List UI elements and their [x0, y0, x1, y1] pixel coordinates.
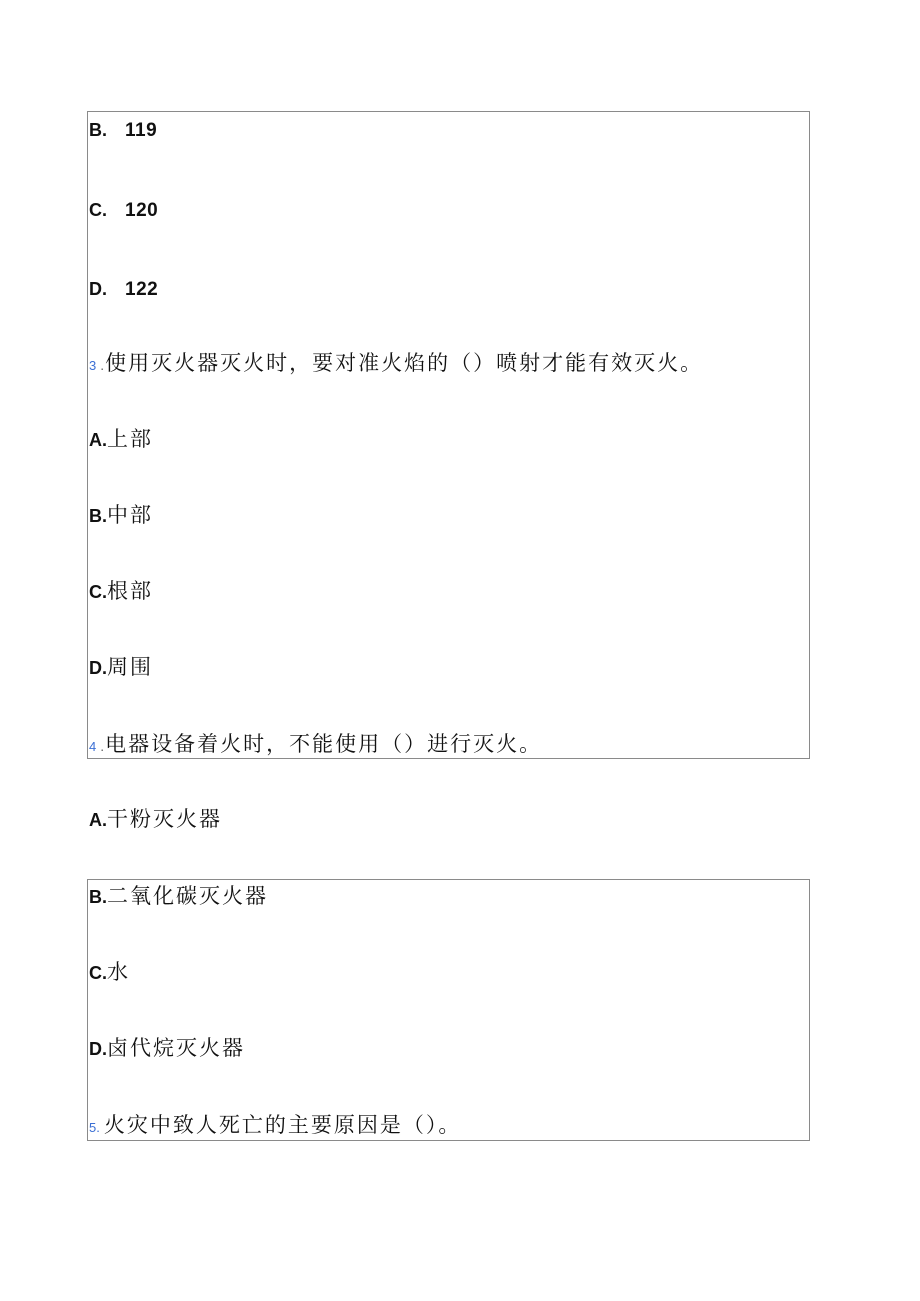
option-text: 119	[125, 120, 158, 141]
q3-option-b	[89, 502, 153, 529]
option-text: 根部	[107, 579, 153, 603]
option-letter: B.	[89, 506, 107, 526]
q2-option-d	[89, 275, 158, 303]
option-text: 卤代烷灭火器	[107, 1036, 245, 1060]
q4-option-d	[89, 1035, 245, 1062]
option-letter: A.	[89, 810, 107, 830]
option-letter: C.	[89, 582, 107, 602]
option-letter: A.	[89, 430, 107, 450]
option-text: 干粉灭火器	[107, 807, 222, 831]
q3-option-a	[89, 426, 153, 453]
q2-option-c	[89, 196, 158, 224]
q3-option-d	[89, 654, 153, 681]
q4-option-b	[89, 883, 268, 910]
option-letter: D.	[89, 279, 107, 299]
q4-stem	[89, 731, 542, 760]
option-letter: B.	[89, 887, 107, 907]
option-text: 水	[107, 960, 130, 984]
q4-option-c	[89, 959, 130, 986]
option-text: 二氧化碳灭火器	[107, 884, 268, 908]
question-dot: .	[100, 357, 105, 373]
option-text: 中部	[107, 503, 153, 527]
question-text: 电器设备着火时，不能使用（）进行灭火。	[105, 732, 543, 756]
option-letter: D.	[89, 1039, 107, 1059]
q5-stem	[89, 1112, 461, 1141]
question-text: 火灾中致人死亡的主要原因是（）。	[103, 1113, 462, 1137]
q3-option-c	[89, 578, 153, 605]
option-text: 120	[125, 200, 159, 221]
q2-option-b	[89, 116, 157, 144]
question-frame-top	[87, 111, 810, 759]
option-text: 周围	[107, 655, 153, 679]
question-number: 5.	[89, 1120, 100, 1135]
question-number: 4	[89, 739, 97, 754]
q3-stem	[89, 350, 703, 379]
question-dot: .	[100, 738, 105, 754]
option-letter: D.	[89, 658, 107, 678]
question-frame-bottom	[87, 879, 810, 1141]
question-text: 使用灭火器灭火时，要对准火焰的（）喷射才能有效灭火。	[105, 351, 704, 375]
option-letter: C.	[89, 200, 107, 220]
option-text: 122	[125, 279, 159, 300]
question-number: 3	[89, 358, 97, 373]
option-letter: B.	[89, 120, 107, 140]
option-text: 上部	[107, 427, 153, 451]
q4-option-a	[89, 806, 222, 833]
option-letter: C.	[89, 963, 107, 983]
